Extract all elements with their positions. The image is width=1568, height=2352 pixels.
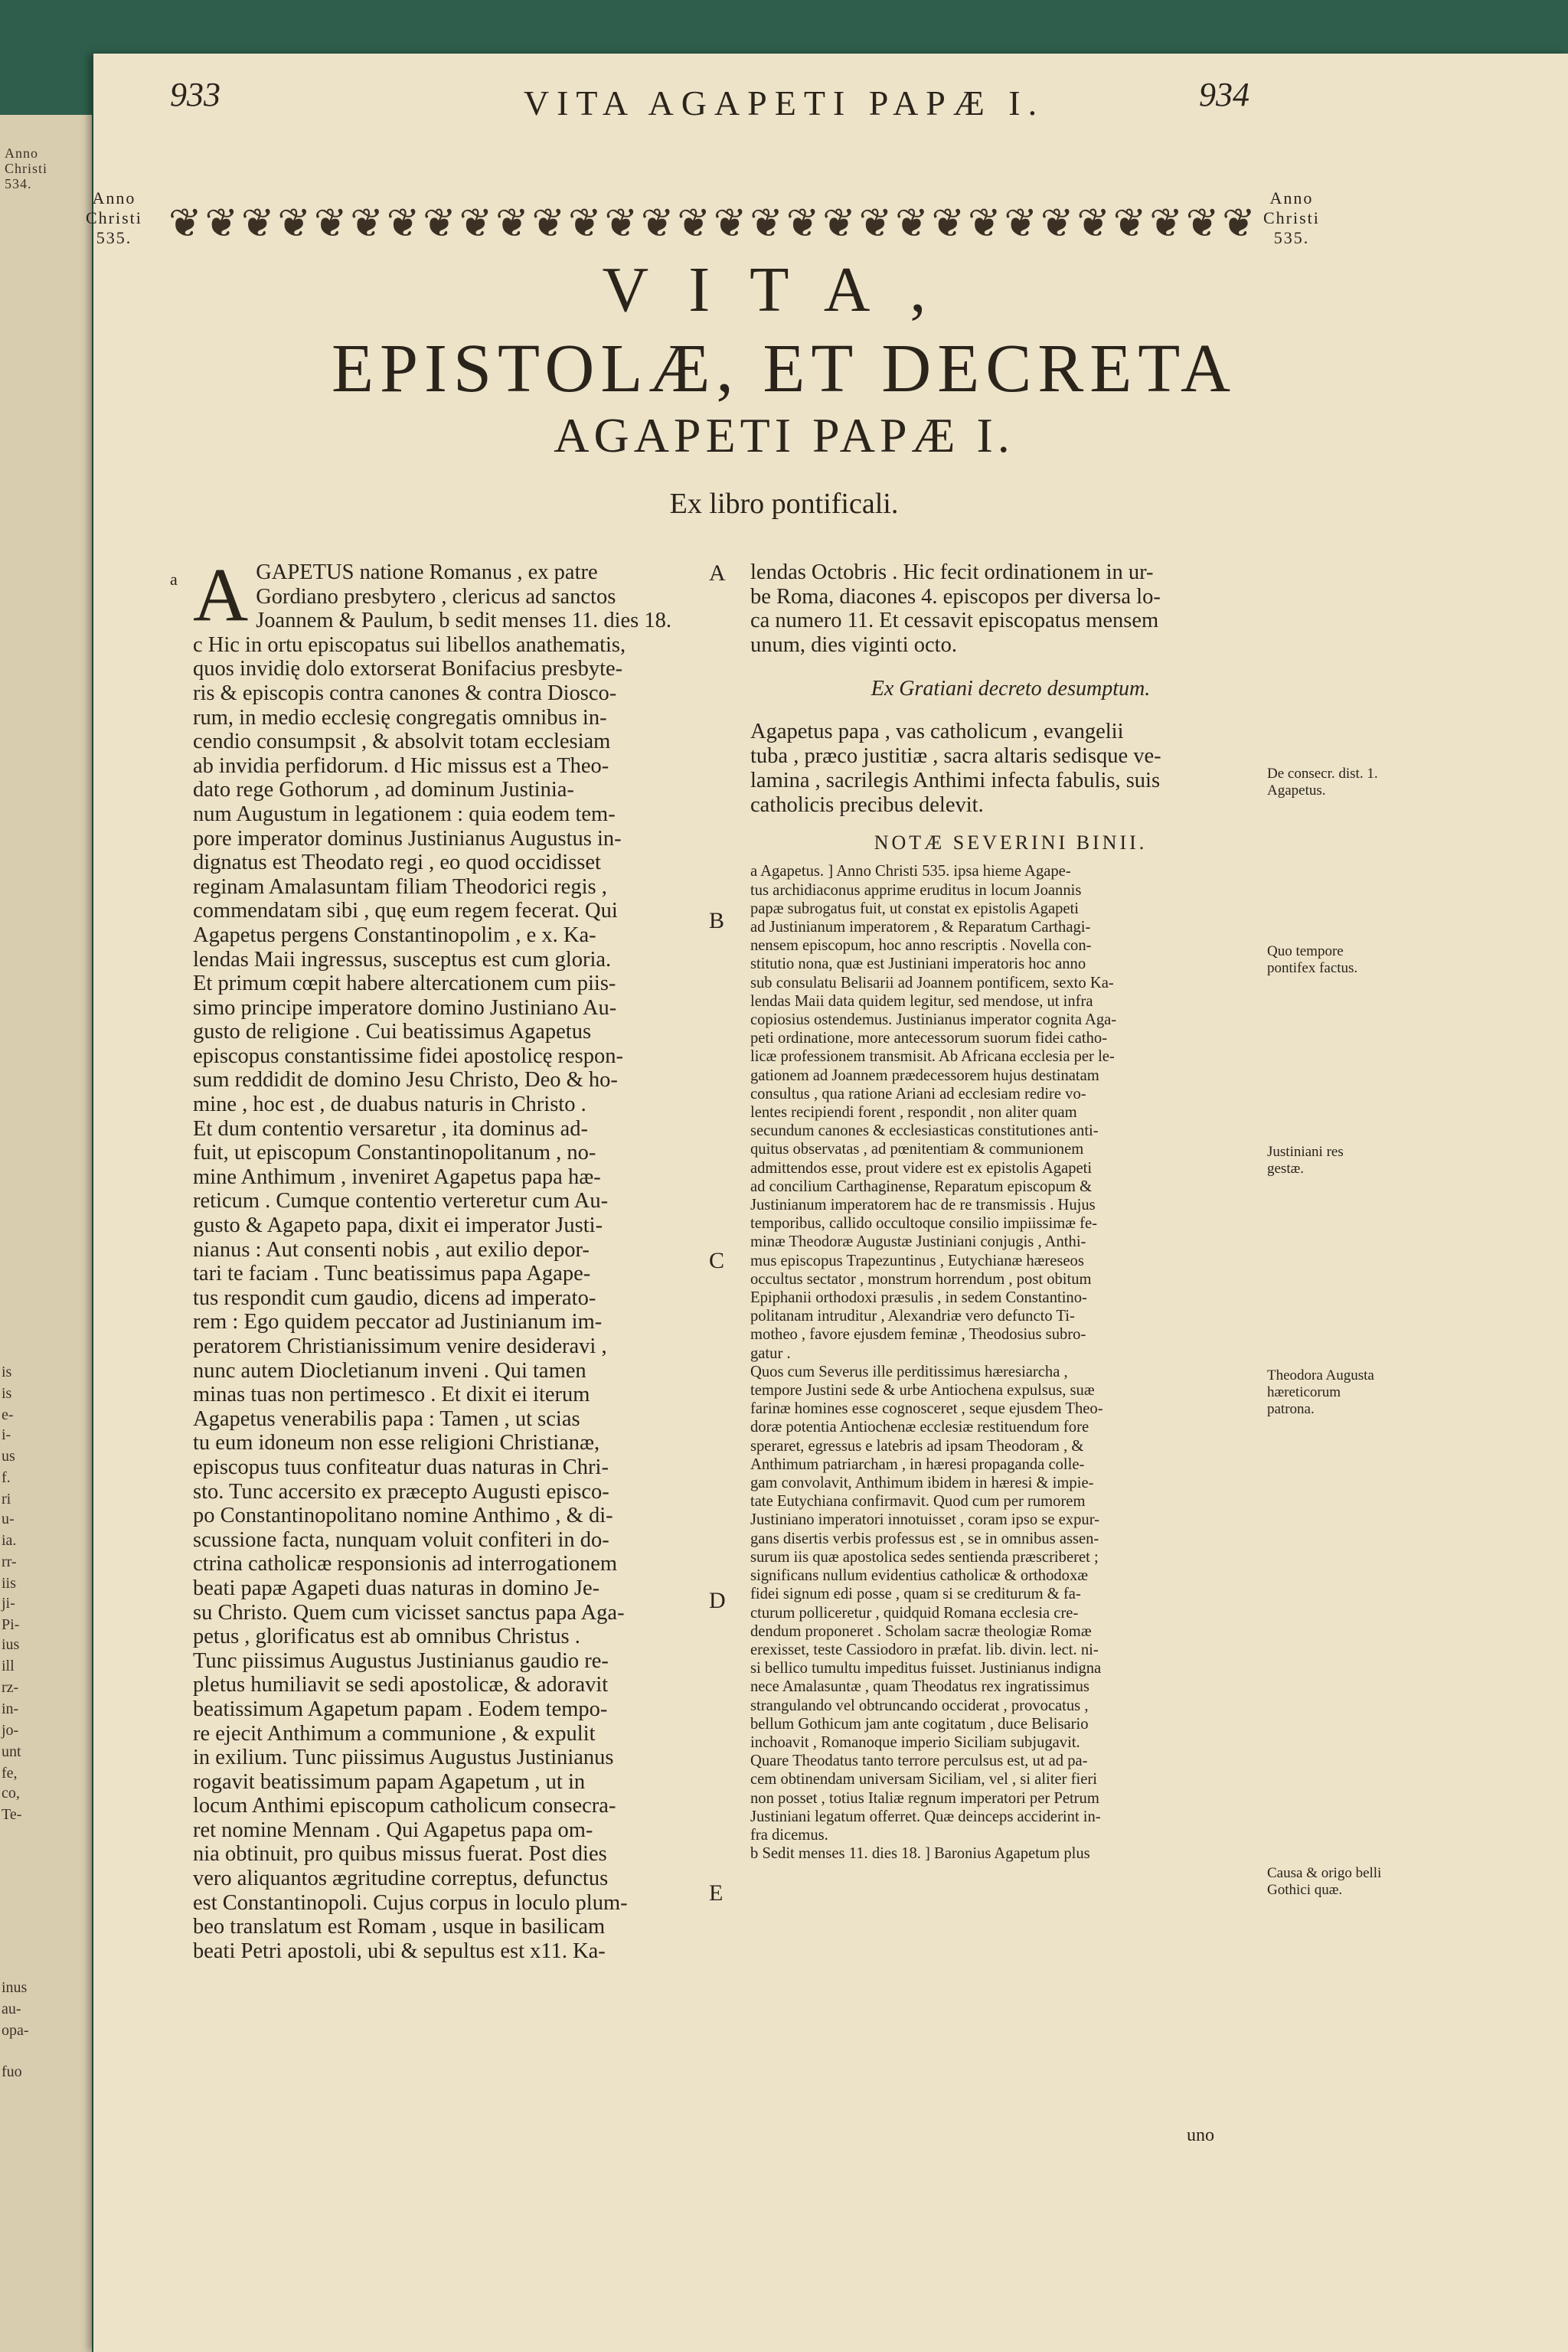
fleuron-icon: ❦	[931, 202, 965, 246]
fleuron-icon: ❦	[1222, 202, 1256, 246]
left-column	[193, 552, 698, 1963]
fleuron-icon: ❦	[1076, 202, 1110, 246]
margin-note: Causa & origo belli Gothici quæ.	[1267, 1865, 1382, 1898]
title-agapeti: AGAPETI PAPÆ I.	[554, 408, 1014, 462]
title-epistolae: EPISTOLÆ, ET DECRETA	[332, 331, 1236, 407]
text-line: nianus : Aut consenti nobis , aut exilio depor-	[193, 1237, 590, 1262]
text-line: copiosius ostendemus. Justinianus imperator cognita Aga-	[750, 1011, 1117, 1028]
text-line: bellum Gothicum jam ante cogitatum , duce Belisario	[750, 1715, 1089, 1733]
text-line: ris & episcopis contra canones & contra Diosco-	[193, 681, 617, 705]
text-line: Agapetus pergens Constantinopolim , e x. Ka-	[193, 923, 596, 947]
text-line: lamina , sacrilegis Anthimi infecta fabulis, suis	[750, 769, 1161, 793]
text-line: po Constantinopolitano nomine Anthimo , & di-	[193, 1504, 613, 1528]
fleuron-icon: ❦	[1185, 202, 1220, 246]
prev-year-line: Christi	[5, 161, 48, 176]
text-line: scussione facta, nunquam voluit confiteri in do-	[193, 1527, 609, 1552]
fleuron-icon: ❦	[350, 202, 384, 246]
text-line: beati papæ Agapeti duas naturas in domino Je-	[193, 1576, 600, 1600]
prev-page-fragment: fe,	[2, 1765, 18, 1782]
prev-page-fragment: ia.	[2, 1532, 17, 1549]
text-line: nece Amalasuntæ , quam Theodatus rex ingratissimus	[750, 1678, 1089, 1696]
prev-page-fragment: ill	[2, 1658, 15, 1674]
text-line: farinæ homines esse cognosceret , seque ejusdem Theo-	[750, 1400, 1103, 1418]
text-line: Quos cum Severus ille perditissimus hæresiarcha ,	[750, 1363, 1068, 1380]
prev-year-box	[5, 145, 47, 191]
notes-heading: NOTÆ SEVERINI BINII.	[874, 831, 1148, 854]
year-line: 535.	[1273, 228, 1310, 247]
text-line: peti ordinatione, more antecessorum suorum fidei catho-	[750, 1030, 1108, 1047]
side-letter-d: D	[709, 1588, 726, 1613]
text-line: nensem episcopum, hoc anno rescriptis . Novella con-	[750, 937, 1092, 955]
fleuron-icon: ❦	[822, 202, 856, 246]
text-line: rem : Ego quidem peccator ad Justinianum im-	[193, 1310, 603, 1334]
fleuron-icon: ❦	[604, 202, 639, 246]
text-line: su Christo. Quem cum vicisset sanctus papa Aga-	[193, 1600, 625, 1625]
text-line: beatissimum Agapetum papam . Eodem tempo-	[193, 1697, 608, 1721]
folio-left: 933	[170, 76, 220, 113]
side-letter-b: B	[709, 908, 725, 933]
prev-page-fragment: in-	[2, 1700, 19, 1717]
text-line: stitutio nona, quæ est Justiniani imperatoris hoc anno	[750, 956, 1086, 973]
text-line: cem obtinendam universam Siciliam, vel , si aliter fieri	[750, 1771, 1097, 1788]
text-line: gatur .	[750, 1344, 791, 1362]
text-line: dendum proponeret . Scholam sacræ theologiæ Romæ	[750, 1622, 1092, 1640]
text-line: catholicis precibus delevit.	[750, 793, 984, 818]
text-line: quos invidię dolo extorserat Bonifacius presbyte-	[193, 657, 623, 681]
text-line: consultus , qua ratione Ariani ad ecclesiam redire vo-	[750, 1085, 1086, 1102]
text-line: ab invidia perfidorum. d Hic missus est a Theo-	[193, 753, 609, 778]
fleuron-icon: ❦	[459, 202, 493, 246]
fleuron-icon: ❦	[423, 202, 456, 246]
text-line: gam convolavit, Anthimum ibidem in hæresi & impie-	[750, 1475, 1094, 1492]
text-line: Et primum cœpit habere altercationem cum piis-	[193, 972, 616, 996]
side-letter-e: E	[709, 1880, 724, 1906]
prev-page-fragment: au-	[2, 2001, 21, 2017]
text-line: lendas Octobris . Hic fecit ordinationem in ur-	[750, 560, 1154, 584]
prev-page-fragment: inus	[2, 1979, 28, 1996]
text-line: ret nomine Mennam . Qui Agapetus papa om-	[193, 1818, 593, 1842]
text-line: Justiniani legatum offerret. Quæ deinceps acciderint in-	[750, 1808, 1101, 1825]
text-line: minæ Theodoræ Augustæ Justiniani conjugis , Anthi-	[750, 1233, 1086, 1251]
text-line: dignatus est Theodato regi , eo quod occidisset	[193, 851, 601, 875]
text-line: ad concilium Carthaginense, Reparatum episcopum &	[750, 1178, 1093, 1195]
text-line: Justiniano imperatori innotuisset , coram ipso se expur-	[750, 1511, 1099, 1529]
text-line: in exilium. Tunc piissimus Augustus Justinianus	[193, 1746, 614, 1770]
text-line: sub consulatu Belisarii ad Joannem pontificem, sexto Ka-	[750, 974, 1114, 991]
title-vita: VITA,	[602, 254, 966, 325]
text-line: Tunc piissimus Augustus Justinianus gaudio re-	[193, 1648, 609, 1673]
text-line: minas tuas non pertimesco . Et dixit ei iterum	[193, 1383, 590, 1407]
year-line: 535.	[96, 228, 132, 247]
text-line: petus , glorificatus est ab omnibus Christus .	[193, 1625, 580, 1649]
prev-page-fragment: ri	[2, 1491, 11, 1508]
fleuron-icon: ❦	[1040, 202, 1074, 246]
text-line: beati Petri apostoli, ubi & sepultus est x11. Ka-	[193, 1939, 606, 1963]
text-line: tuba , præco justitiæ , sacra altaris sedisque ve-	[750, 744, 1161, 769]
text-line: locum Anthimi episcopum catholicum consecra-	[193, 1794, 616, 1818]
text-line: mus episcopus Trapezuntinus , Eutychianæ hæreseos	[750, 1252, 1084, 1269]
running-head: VITA AGAPETI PAPÆ I.	[523, 83, 1045, 122]
text-line: tus archidiaconus apprime eruditus in locum Joannis	[750, 881, 1082, 899]
text-line: fidei signum edi posse , quam si se crediturum & fa-	[750, 1586, 1081, 1603]
margin-note: Justiniani res gestæ.	[1267, 1144, 1344, 1177]
text-line: Justinianum imperatorem hac de re transmissis . Hujus	[750, 1197, 1096, 1214]
prev-page-fragment: u-	[2, 1511, 15, 1527]
prev-year-line: 534.	[5, 176, 32, 191]
prev-page-fragment: ius	[2, 1636, 20, 1653]
fleuron-icon: ❦	[967, 202, 1001, 246]
text-line: gusto & Agapeto papa, dixit ei imperator Justi-	[193, 1214, 603, 1238]
year-box-right	[1263, 188, 1320, 248]
text-line: ca numero 11. Et cessavit episcopatus mensem	[750, 609, 1159, 633]
prev-page-fragment: Pi-	[2, 1616, 20, 1633]
text-line: motheo , favore ejusdem feminæ , Theodosius subro-	[750, 1326, 1086, 1344]
text-line: vero aliquantos ægritudine correptus, defunctus	[193, 1867, 609, 1891]
text-line: admittendos esse, prout videre est ex epistolis Agapeti	[750, 1159, 1093, 1177]
prev-page-fragment: jo-	[2, 1722, 19, 1739]
text-line: fuit, ut episcopum Constantinopolitanum , no-	[193, 1141, 596, 1165]
fleuron-icon: ❦	[277, 202, 311, 246]
text-line: fra dicemus.	[750, 1826, 828, 1844]
text-line: nia obtinuit, pro quibus missus fuerat. Post dies	[193, 1842, 607, 1867]
year-line: Christi	[1263, 208, 1320, 227]
text-line: mine , hoc est , de duabus naturis in Christo .	[193, 1093, 586, 1117]
fleuron-icon: ❦	[1112, 202, 1147, 246]
year-line: Anno	[1269, 188, 1314, 207]
fleuron-icon: ❦	[567, 202, 602, 246]
text-line: strangulando vel obtruncando occiderat , provocatus ,	[750, 1697, 1089, 1714]
text-line: Agapetus papa , vas catholicum , evangelii	[750, 720, 1124, 744]
text-line: tempore Justini sede & urbe Antiochena expulsus, suæ	[750, 1382, 1095, 1400]
prev-page-fragment: is	[2, 1385, 12, 1402]
text-line: temporibus, callido occultoque consilio impiissimæ fe-	[750, 1215, 1097, 1233]
text-line: pore imperator dominus Justinianus Augustus in-	[193, 826, 622, 851]
fleuron-icon: ❦	[677, 202, 710, 246]
text-line: cendio consumpsit , & absolvit totam ecclesiam	[193, 730, 611, 754]
text-line: politanam intruditur , Alexandriæ vero defuncto Ti-	[750, 1308, 1075, 1325]
fleuron-icon: ❦	[713, 202, 747, 246]
text-line: rum, in medio ecclesię congregatis omnibus in-	[193, 705, 607, 730]
prev-page-fragment: rz-	[2, 1679, 19, 1696]
margin-note: De consecr. dist. 1. Agapetus.	[1267, 766, 1378, 799]
fleuron-icon: ❦	[1004, 202, 1037, 246]
text-line: re ejecit Anthimum a communione , & expulit	[193, 1721, 596, 1746]
prev-page-fragment: co,	[2, 1785, 20, 1802]
text-line: Joannem & Paulum, b sedit menses 11. dies 18.	[256, 609, 671, 633]
text-line: commendatam sibi , quę eum regem fecerat. Qui	[193, 899, 618, 923]
right-body	[750, 560, 1271, 657]
text-line: Gordiano presbytero , clericus ad sanctos	[256, 584, 616, 609]
text-line: quitus observatas , ad pœnitentiam & communionem	[750, 1141, 1084, 1158]
fleuron-icon: ❦	[168, 202, 202, 246]
text-line: c Hic in ortu episcopatus sui libellos anathematis,	[193, 632, 626, 657]
text-line: rogavit beatissimum papam Agapetum , ut in	[193, 1769, 586, 1794]
margin-note: Theodora Augusta hæreticorum patrona.	[1267, 1367, 1374, 1417]
fleuron-icon: ❦	[786, 202, 820, 246]
fleuron-icon: ❦	[858, 202, 893, 246]
prev-page-fragment: ji-	[2, 1595, 15, 1612]
dropcap: A	[193, 552, 249, 637]
year-line: Christi	[86, 208, 142, 227]
text-line: b Sedit menses 11. dies 18. ] Baronius Agapetum plus	[750, 1845, 1090, 1863]
text-line: speraret, egressus e latebris ad ipsam Theodoram , &	[750, 1437, 1084, 1455]
footnote-mark: a	[170, 570, 178, 589]
prev-page-fragment: f.	[2, 1469, 11, 1486]
fleuron-icon: ❦	[495, 202, 529, 246]
text-line: doræ potentia Antiochenæ ecclesiæ restituendum fore	[750, 1419, 1089, 1436]
text-line: num Augustum in legationem : quia eodem tem-	[193, 802, 616, 826]
fleuron-icon: ❦	[750, 202, 783, 246]
text-line: sum reddidit de domino Jesu Christo, Deo & ho-	[193, 1068, 618, 1093]
text-line: surum iis quæ apostolica sedes sentienda præscriberet ;	[750, 1548, 1099, 1566]
prev-page-fragment: Te-	[2, 1806, 22, 1823]
text-line: tari te faciam . Tunc beatissimus papa Agape-	[193, 1262, 591, 1286]
text-line: nunc autem Diocletianum inveni . Qui tamen	[193, 1358, 586, 1383]
text-line: a Agapetus. ] Anno Christi 535. ipsa hieme Agape-	[750, 863, 1071, 880]
text-line: secundum canones & ecclesiasticas constitutiones anti-	[750, 1122, 1099, 1140]
text-line: ctrina catholicæ responsionis ad interrogationem	[193, 1552, 618, 1576]
fleuron-icon: ❦	[531, 202, 566, 246]
text-line: Epiphanii orthodoxi præsulis , in sedem Constantino-	[750, 1289, 1087, 1307]
gratian-heading: Ex Gratiani decreto desumptum.	[871, 677, 1151, 701]
catchword: uno	[1187, 2125, 1214, 2145]
text-line: Anthimum patriarcham , in hæresi propaganda colle-	[750, 1455, 1085, 1473]
fleuron-icon: ❦	[895, 202, 929, 246]
text-line: unum, dies viginti octo.	[750, 632, 957, 657]
notes-block	[750, 862, 1271, 1863]
year-line: Anno	[92, 188, 136, 207]
text-line: erexisset, teste Cassiodoro in præfat. lib. divin. lect. ni-	[750, 1641, 1099, 1658]
side-letter-c: C	[709, 1248, 725, 1273]
text-line: papæ subrogatus fuit, ut constat ex epistolis Agapeti	[750, 900, 1079, 917]
prev-year-line: Anno	[5, 145, 38, 161]
text-line: tus respondit cum gaudio, dicens ad imperato-	[193, 1285, 596, 1310]
source-line: Ex libro pontificali.	[669, 488, 899, 520]
text-line: gans disertis verbis professus est , se in omnibus assen-	[750, 1530, 1099, 1547]
text-line: episcopus tuus confiteatur duas naturas in Chri-	[193, 1455, 609, 1479]
ornament-band	[168, 198, 1256, 251]
text-line: inchoavit , Romanoque imperio Siciliam subjugavit.	[750, 1733, 1080, 1751]
text-line: sto. Tunc accersito ex præcepto Augusti episco-	[193, 1479, 609, 1504]
prev-page-fragment: i-	[2, 1426, 11, 1443]
text-line: reginam Amalasuntam filiam Theodorici regis ,	[193, 874, 607, 899]
text-line: tate Eutychiana confirmavit. Quod cum per rumorem	[750, 1493, 1086, 1511]
text-line: mine Anthimum , inveniret Agapetus papa hæ-	[193, 1165, 601, 1189]
year-box-left	[86, 188, 142, 248]
text-line: lendas Maii ingressus, susceptus est cum gloria.	[193, 947, 612, 972]
prev-page-fragment: us	[2, 1448, 15, 1465]
text-line: GAPETUS natione Romanus , ex patre	[256, 560, 598, 584]
prev-page-fragment: rr-	[2, 1553, 17, 1570]
text-line: Et dum contentio versaretur , ita dominus ad-	[193, 1116, 589, 1141]
text-line: simo principe imperatore domino Justiniano Au-	[193, 995, 617, 1020]
prev-page-fragment: is	[2, 1364, 12, 1380]
side-letter-a: A	[709, 560, 726, 586]
text-line: dato rege Gothorum , ad dominum Justinia-	[193, 778, 574, 802]
text-line: be Roma, diacones 4. episcopos per diversa lo-	[750, 584, 1161, 609]
text-line: episcopus constantissime fidei apostolicę respon-	[193, 1044, 623, 1068]
fleuron-icon: ❦	[313, 202, 348, 246]
text-line: beo translatum est Romam , usque in basilicam	[193, 1915, 606, 1939]
text-line: reticum . Cumque contentio verteretur cum Au-	[193, 1189, 609, 1214]
text-line: gationem ad Joannem prædecessorem hujus destinatam	[750, 1067, 1099, 1084]
text-line: non posset , totius Italiæ regnum imperatori per Petrum	[750, 1789, 1099, 1807]
text-line: licæ professionem transmisit. Ab Africana ecclesia per le-	[750, 1048, 1115, 1066]
prev-page-fragment: e-	[2, 1406, 14, 1423]
margin-note: Quo tempore pontifex factus.	[1267, 943, 1358, 976]
prev-page-fragment: unt	[2, 1743, 21, 1760]
text-line: Agapetus venerabilis papa : Tamen , ut scias	[193, 1406, 580, 1431]
text-line: gusto de religione . Cui beatissimus Agapetus	[193, 1020, 592, 1044]
text-line: lentes recipiendi forent , respondit , non aliter quam	[750, 1104, 1077, 1122]
gratian-paragraph	[750, 720, 1271, 818]
fleuron-icon: ❦	[386, 202, 420, 246]
fleuron-icon: ❦	[1149, 202, 1183, 246]
text-line: pletus humiliavit se sedi apostolicæ, & adoravit	[193, 1673, 609, 1697]
text-line: est Constantinopoli. Cujus corpus in loculo plum-	[193, 1890, 628, 1915]
text-line: ad Justinianum imperatorem , & Reparatum Carthagi-	[750, 918, 1091, 936]
text-line: occultus sectator , monstrum horrendum , post obitum	[750, 1270, 1092, 1288]
folio-right: 934	[1199, 76, 1250, 113]
prev-page-fragment: fuo	[2, 2063, 22, 2080]
right-column	[750, 560, 1271, 1863]
prev-page-fragment: iis	[2, 1575, 16, 1592]
text-line: tu eum idoneum non esse religioni Christianæ,	[193, 1431, 600, 1455]
text-line: peratorem Christianissimum venire desideravi ,	[193, 1334, 607, 1358]
prev-page-fragment: opa-	[2, 2022, 29, 2039]
fleuron-icon: ❦	[640, 202, 675, 246]
text-line: Quare Theodatus tanto terrore perculsus est, ut ad pa-	[750, 1753, 1088, 1770]
text-line: si bellico tumultu impeditus fuisset. Justinianus indigna	[750, 1660, 1102, 1677]
fleuron-icon: ❦	[240, 202, 275, 246]
text-line: lendas Maii data quidem legitur, sed mendose, ut infra	[750, 992, 1093, 1010]
fleuron-icon: ❦	[204, 202, 239, 246]
text-line: significans nullum evidentius catholicæ & orthodoxæ	[750, 1567, 1088, 1585]
text-line: cturum polliceretur , quidquid Romana ecclesia cre-	[750, 1604, 1079, 1622]
